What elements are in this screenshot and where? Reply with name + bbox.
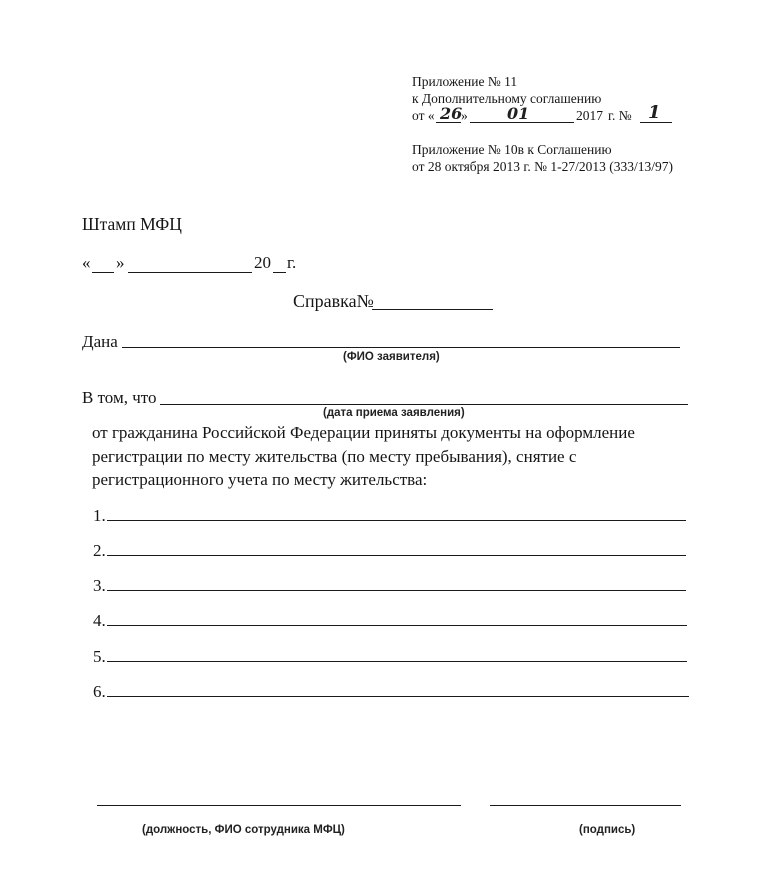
handwritten-day: 26 bbox=[440, 104, 463, 123]
header-date-year: 2017 bbox=[576, 108, 603, 123]
header-date-prefix: от « bbox=[412, 108, 435, 123]
date-close-quote: » bbox=[116, 253, 125, 272]
applicant-name-blank bbox=[122, 347, 680, 348]
that-label: В том, что bbox=[82, 388, 157, 407]
paragraph-line-2: регистрации по месту жительства (по месту пребывания), снятие с bbox=[92, 447, 577, 466]
header-base-agreement: от 28 октября 2013 г. № 1-27/2013 (333/13/97) bbox=[412, 159, 673, 174]
certificate-number-blank bbox=[372, 309, 493, 310]
date-open-quote: « bbox=[82, 253, 91, 272]
applicant-name-caption: (ФИО заявителя) bbox=[343, 351, 440, 363]
header-date-mid: » bbox=[461, 108, 468, 123]
date-month-underline bbox=[470, 122, 574, 123]
agreement-number-underline bbox=[640, 122, 672, 123]
handwritten-number: 1 bbox=[648, 102, 661, 123]
header-date-suffix: г. № bbox=[608, 108, 632, 123]
list-item-1-number: 1. bbox=[93, 506, 106, 525]
signature-caption: (подпись) bbox=[579, 824, 636, 836]
issued-label: Дана bbox=[82, 332, 118, 351]
list-item-4-number: 4. bbox=[93, 611, 106, 630]
list-item-5-number: 5. bbox=[93, 647, 106, 666]
application-date-blank bbox=[160, 404, 688, 405]
employee-position-line bbox=[97, 805, 461, 806]
header-appendix-10v: Приложение № 10в к Соглашению bbox=[412, 142, 612, 157]
paragraph-line-3: регистрационного учета по месту жительства: bbox=[92, 470, 428, 489]
paragraph-line-1: от гражданина Российской Федерации приняты документы на оформление bbox=[92, 423, 635, 442]
date-year-prefix: 20 bbox=[254, 253, 271, 272]
date-day-blank bbox=[92, 272, 114, 273]
list-item-3-number: 3. bbox=[93, 576, 106, 595]
list-item-6-number: 6. bbox=[93, 682, 106, 701]
signature-line bbox=[490, 805, 681, 806]
date-month-blank bbox=[128, 272, 252, 273]
certificate-title: Справка№ bbox=[293, 291, 374, 311]
handwritten-month: 01 bbox=[507, 104, 530, 123]
list-item-2-line bbox=[107, 555, 686, 556]
application-date-caption: (дата приема заявления) bbox=[323, 407, 465, 419]
list-item-5-line bbox=[107, 661, 687, 662]
date-year-suffix: г. bbox=[287, 253, 297, 272]
list-item-6-line bbox=[107, 696, 689, 697]
header-appendix-11: Приложение № 11 bbox=[412, 74, 518, 89]
list-item-2-number: 2. bbox=[93, 541, 106, 560]
header-agreement: к Дополнительному соглашению bbox=[412, 91, 602, 106]
list-item-1-line bbox=[107, 520, 686, 521]
list-item-3-line bbox=[107, 590, 686, 591]
employee-position-caption: (должность, ФИО сотрудника МФЦ) bbox=[142, 824, 345, 836]
list-item-4-line bbox=[107, 625, 687, 626]
stamp-label: Штамп МФЦ bbox=[82, 214, 182, 234]
date-year-blank bbox=[273, 272, 286, 273]
date-day-underline bbox=[436, 122, 461, 123]
